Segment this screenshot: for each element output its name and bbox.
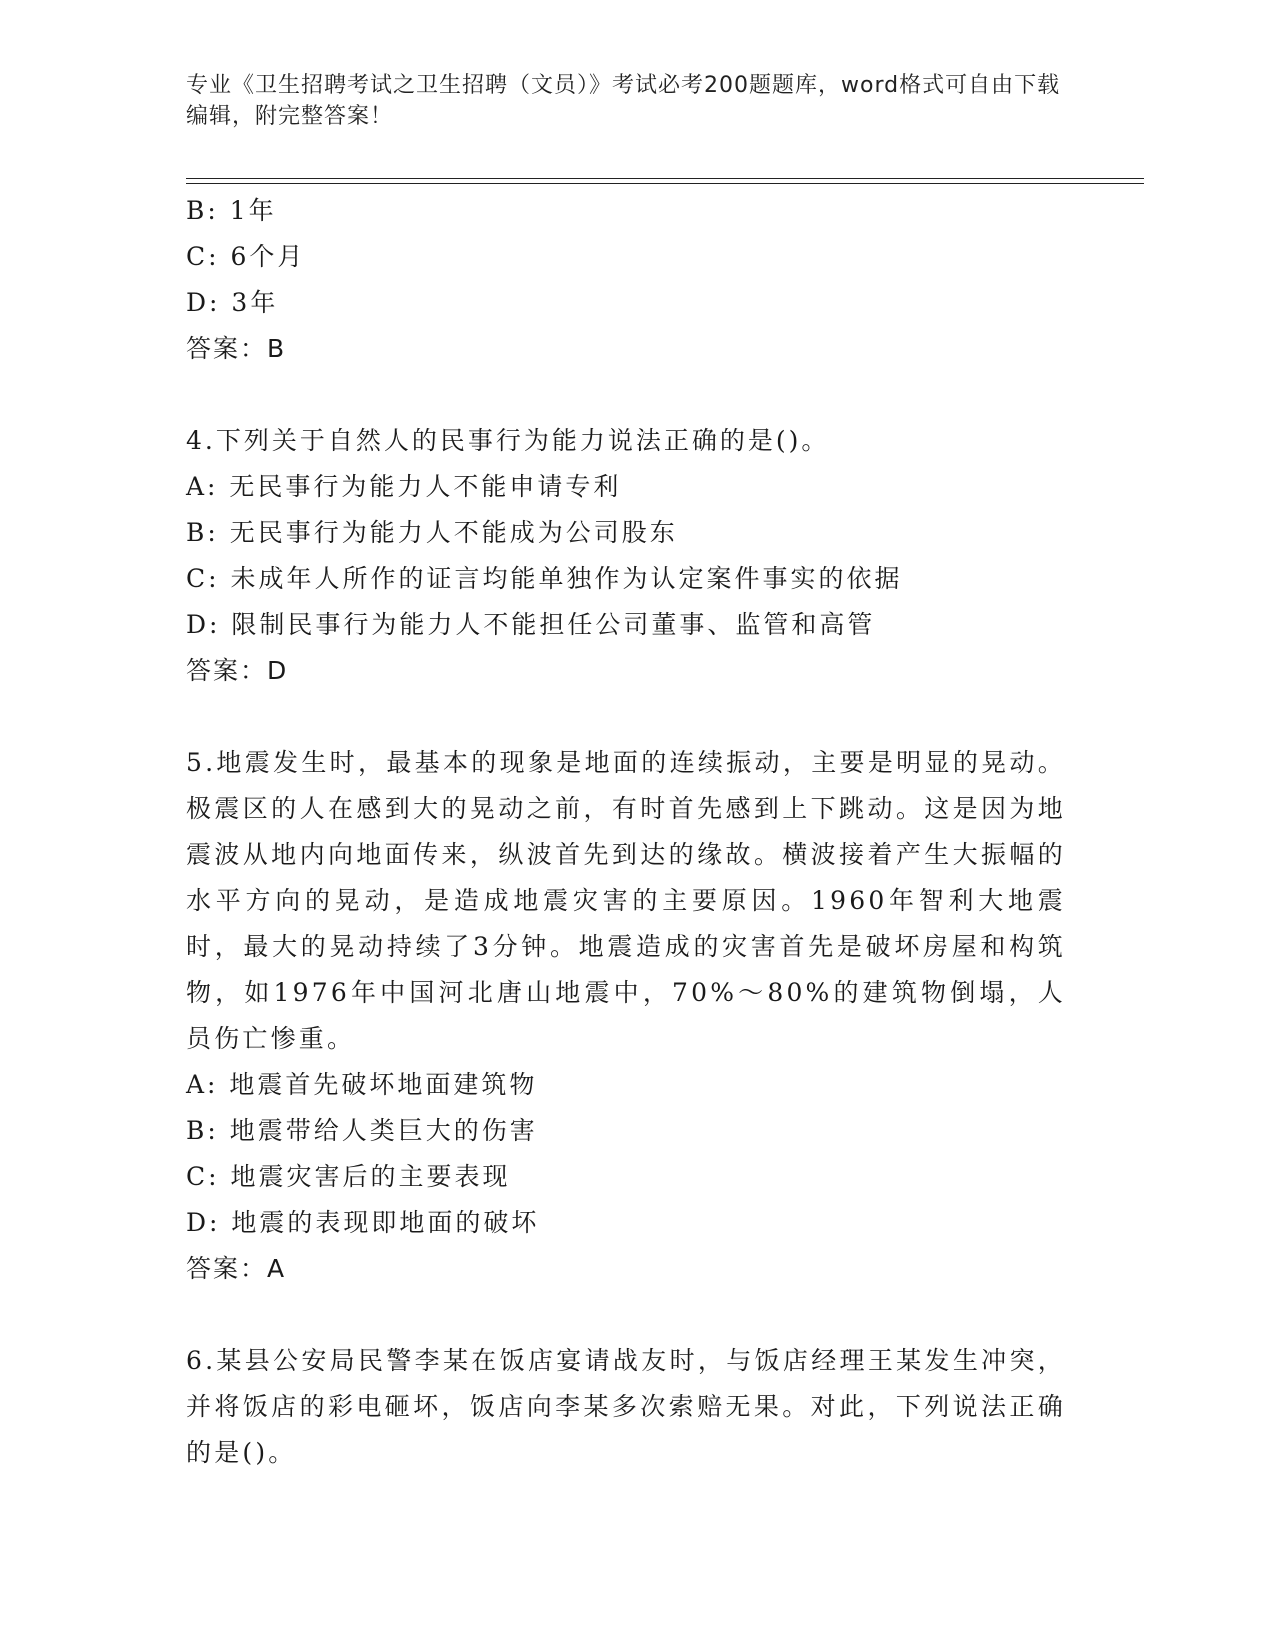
question-stem: 5.地震发生时，最基本的现象是地面的连续振动，主要是明显的晃动。极震区的人在感到大的晃动之前，有时首先感到上下跳动。这是因为地震波从地内向地面传来，纵波首先到达的缘故。横波接着产生大振幅的水平方向的晃动，是造成地震灾害的主要原因。1960年智利大地震时，最大的晃动持续了3分钟。地震造成的灾害首先是破坏房屋和构筑物，如1976年中国河北唐山地震中，70%～80%的建筑物倒塌，人员伤亡惨重。 [186,748,1066,1053]
header-divider-bottom [186,183,1144,184]
header-divider-top [186,178,1144,179]
option-b: B: 1年 [186,196,277,225]
answer-line: 答案：B [186,334,287,363]
document-body [186,188,1066,1476]
question-stem: 4.下列关于自然人的民事行为能力说法正确的是()。 [186,426,830,455]
spacer [186,372,1066,418]
option-b: B: 地震带给人类巨大的伤害 [186,1116,538,1145]
option-c: C: 6个月 [186,242,306,271]
option-b: B: 无民事行为能力人不能成为公司股东 [186,518,678,547]
question-block-6 [186,1338,1066,1476]
option-a: A: 地震首先破坏地面建筑物 [186,1070,538,1099]
spacer [186,1292,1066,1338]
option-d: D: 地震的表现即地面的破坏 [186,1208,540,1237]
question-block-5 [186,740,1066,1292]
option-c: C: 未成年人所作的证言均能单独作为认定案件事实的依据 [186,564,903,593]
question-stem: 6.某县公安局民警李某在饭店宴请战友时，与饭店经理王某发生冲突，并将饭店的彩电砸坏，饭店向李某多次索赔无果。对此，下列说法正确的是()。 [186,1346,1066,1467]
header-title: 专业《卫生招聘考试之卫生招聘（文员）》考试必考200题题库，word格式可自由下载编辑，附完整答案！ [186,73,1061,129]
question-block-4 [186,418,1066,694]
answer-line: 答案：D [186,656,289,685]
document-header [186,70,1066,132]
option-d: D: 限制民事行为能力人不能担任公司董事、监管和高管 [186,610,876,639]
option-c: C: 地震灾害后的主要表现 [186,1162,511,1191]
question-block-previous [186,188,1066,372]
answer-line: 答案：A [186,1254,287,1283]
spacer [186,694,1066,740]
option-d: D: 3年 [186,288,279,317]
option-a: A: 无民事行为能力人不能申请专利 [186,472,622,501]
